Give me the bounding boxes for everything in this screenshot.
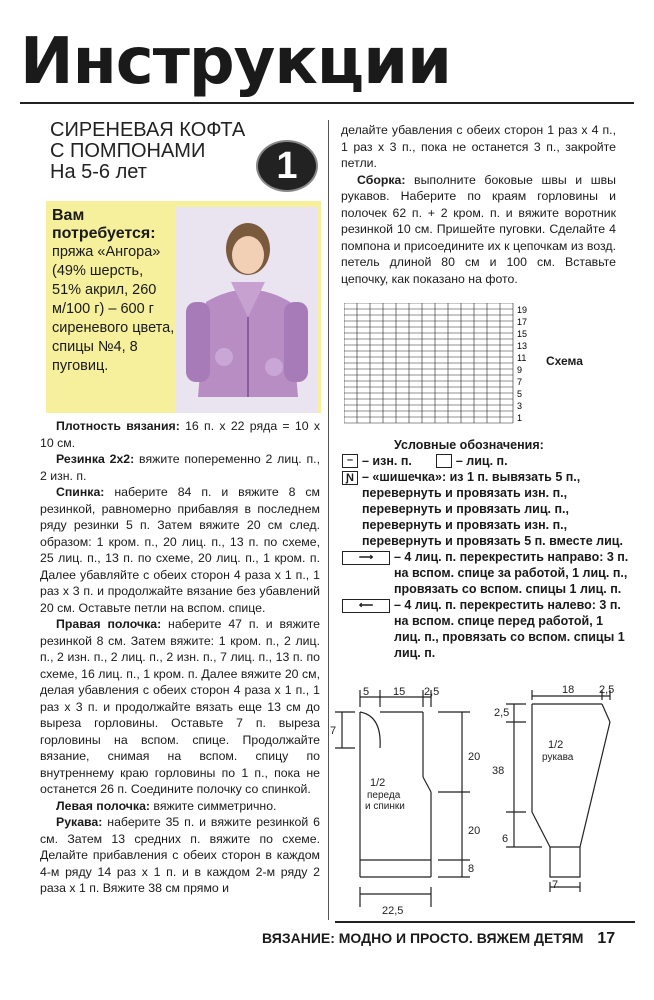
instruction-text: наберите 47 п. и вяжите резинкой 8 см. Затем вяжите: 1 кром. п., 2 лиц. п., 2 изн. п., 2 лиц. п., 2 изн. п., 7 лиц. п., 13 п. по схеме, 16 лиц. п., 1 кром. п. Далее вяжите 20 см, делая убавления с обеих сторон 4 раза х 1 п., 1 раз х 3 п. и продолжайте вязать еще 13 см до выреза горловины. Оставьте 7 п. выреза горловины на вспом. спице. Продолжайте вязание, снимая на вспом. спицу по внутреннему краю горловины по 1 п., пока не останется 26 п. Соедините полочку со спинкой. — [40, 617, 321, 796]
materials-body: пряжа «Ангора» (49% шерсть, 51% акрил, 260 м/100 г) – 600 г сиреневого цвета, спицы №4, 8 пуговиц. — [52, 244, 175, 374]
instruction-text: делайте убавления с обеих сторон 1 раз х 4 п., 1 раз х 3 п., пока не останется 3 п., закройте петли. — [341, 123, 616, 170]
body-label-3: и спинки — [365, 801, 405, 812]
scheme-row-number: 19 — [517, 305, 528, 315]
scheme-row-number: 9 — [517, 365, 523, 375]
legend-row-cross-right — [342, 549, 632, 597]
sleeve-dim-edge: 2,5 — [599, 684, 615, 696]
instruction-paragraph — [341, 122, 616, 172]
scheme-row-number: 13 — [517, 341, 528, 351]
materials-text — [52, 207, 176, 376]
scheme-row-number: 15 — [517, 329, 528, 339]
instruction-paragraph — [40, 616, 320, 798]
purl-symbol-icon: – — [342, 454, 358, 468]
instructions-right-column — [341, 122, 616, 287]
project-age: На 5-6 лет — [50, 161, 147, 183]
instruction-heading: Рукава: — [56, 815, 103, 829]
scheme-row-number: 17 — [517, 317, 528, 327]
body-dim-mid: 20 — [468, 825, 481, 837]
project-number-badge: 1 — [256, 140, 318, 192]
scheme-row-number: 11 — [517, 353, 527, 363]
sleeve-label-2: рукава — [542, 752, 574, 763]
legend-row-cross-left — [342, 597, 632, 661]
instruction-paragraph — [40, 451, 320, 484]
instruction-heading: Сборка: — [357, 172, 406, 187]
photo-girl-in-lilac-cardigan — [176, 207, 317, 413]
instruction-paragraph — [40, 484, 320, 616]
instruction-paragraph — [40, 418, 320, 451]
sleeve-pattern-diagram — [492, 682, 642, 902]
sleeve-dim-bottom: 7 — [552, 879, 559, 891]
sleeve-dim-top: 18 — [562, 684, 575, 696]
scheme-row-number: 7 — [517, 377, 523, 387]
instruction-paragraph — [40, 798, 320, 815]
instruction-text: выполните боковые швы и швы рукавов. Наберите по краям горловины и полочек 62 п. + 2 кром. п. и вяжите воротник резинкой 10 см. Пришейте пуговки. Сделайте 4 помпона и присоедините их к цепочкам из возд. петель длиной 80 см и 100 см. Вставьте цепочку, как показано на фото. — [341, 172, 616, 286]
body-dim-bottom: 22,5 — [382, 905, 404, 917]
page-title: Инструкции — [20, 25, 451, 99]
sleeve-dim-rib: 6 — [502, 833, 509, 845]
knitting-scheme — [344, 303, 544, 434]
project-title-line2: С ПОМПОНАМИ — [50, 140, 206, 162]
sleeve-label-1: 1/2 — [548, 739, 564, 751]
footer-magazine: ВЯЗАНИЕ: МОДНО И ПРОСТО. ВЯЖЕМ ДЕТЯМ — [262, 930, 584, 946]
bobble-symbol-icon: Ɲ — [342, 471, 358, 485]
cross-left-symbol-icon: ⟵ — [342, 599, 390, 613]
scheme-row-number: 5 — [517, 389, 523, 399]
instruction-text: вяжите попеременно 2 лиц. п., 2 изн. п. — [40, 452, 320, 483]
body-dim-w3: 2,5 — [424, 686, 440, 698]
legend-bobble: – «шишечка»: из 1 п. вывязать 5 п., перевернуть и провязать изн. п., перевернуть и провязать лиц. п., перевернуть и провязать изн. п., перевернуть и провязать 5 п. вместе лиц. — [362, 470, 623, 548]
instruction-text: наберите 84 п. и вяжите 8 см резинкой, равномерно прибавляя в последнем ряду резинки 5 п. Затем вяжите 20 см след. образом: 1 кром. п., 20 лиц. п., 13 п. по схеме, 25 лиц. п., 13 п. по схеме, 20 лиц. п., 1 кром. п. Далее убавляйте с обеих сторон 4 раза х 1 п., 1 раз х 3 п. и продолжайте вязание без убавлений 20 см. Оставьте петли на вспом. спице. — [40, 485, 320, 615]
instructions-left-column — [40, 418, 320, 897]
instruction-text: наберите 35 п. и вяжите резинкой 6 см. Затем 13 средних п. вяжите по схеме. Делайте прибавления с обеих сторон в каждом 4-м ряду 14 раз х 1 п. и в каждом 2-м ряду 2 раза х 1 п. Вяжите 38 см прямо и — [40, 815, 320, 895]
body-dim-neck: 7 — [330, 725, 337, 737]
sleeve-dim-main: 38 — [492, 765, 505, 777]
scheme-row-number: 3 — [517, 401, 523, 411]
instruction-heading: Правая полочка: — [56, 617, 162, 631]
materials-heading: Вам потребуется: — [52, 207, 156, 242]
body-dim-top: 20 — [468, 751, 481, 763]
title-rule — [20, 102, 634, 104]
legend-row-basic — [342, 453, 632, 469]
legend-title: Условные обозначения: — [394, 438, 544, 452]
body-dim-rib: 8 — [468, 863, 475, 875]
legend-purl: – изн. п. — [362, 454, 412, 468]
page-number: 17 — [597, 930, 616, 947]
project-title — [50, 120, 245, 183]
body-dim-w2: 15 — [393, 686, 406, 698]
legend-cross-right: – 4 лиц. п. перекрестить направо: 3 п. на вспом. спице за работой, 1 лиц. п., провязать со вспом. спицы 1 лиц. п. — [394, 550, 629, 596]
instruction-heading: Плотность вязания: — [56, 419, 180, 433]
knit-symbol-icon — [436, 454, 452, 468]
instruction-heading: Резинка 2х2: — [56, 452, 135, 466]
scheme-row-number: 1 — [517, 413, 523, 423]
legend-knit: – лиц. п. — [455, 454, 508, 468]
project-title-line1: СИРЕНЕВАЯ КОФТА — [50, 119, 246, 141]
instruction-text: 16 п. х 22 ряда = 10 х 10 см. — [40, 419, 320, 450]
instruction-paragraph — [40, 814, 320, 897]
body-dim-w1: 5 — [363, 686, 370, 698]
footer — [262, 930, 615, 948]
instruction-paragraph — [341, 172, 616, 288]
legend-cross-left: – 4 лиц. п. перекрестить налево: 3 п. на вспом. спице перед работой, 1 лиц. п., провязать со вспом. спицы 1 лиц. п. — [394, 598, 625, 660]
footer-rule — [335, 921, 635, 923]
legend — [342, 437, 632, 661]
instruction-text: вяжите симметрично. — [150, 798, 277, 813]
column-divider — [328, 120, 329, 920]
instruction-heading: Спинка: — [56, 485, 105, 499]
sleeve-dim-cap: 2,5 — [494, 707, 510, 719]
body-pattern-diagram — [330, 682, 500, 922]
cross-right-symbol-icon: ⟶ — [342, 551, 390, 565]
instruction-heading: Левая полочка: — [56, 798, 151, 813]
scheme-label: Схема — [546, 354, 583, 368]
body-label-1: 1/2 — [370, 777, 386, 789]
legend-row-bobble — [342, 469, 632, 549]
body-label-2: переда — [367, 790, 401, 801]
